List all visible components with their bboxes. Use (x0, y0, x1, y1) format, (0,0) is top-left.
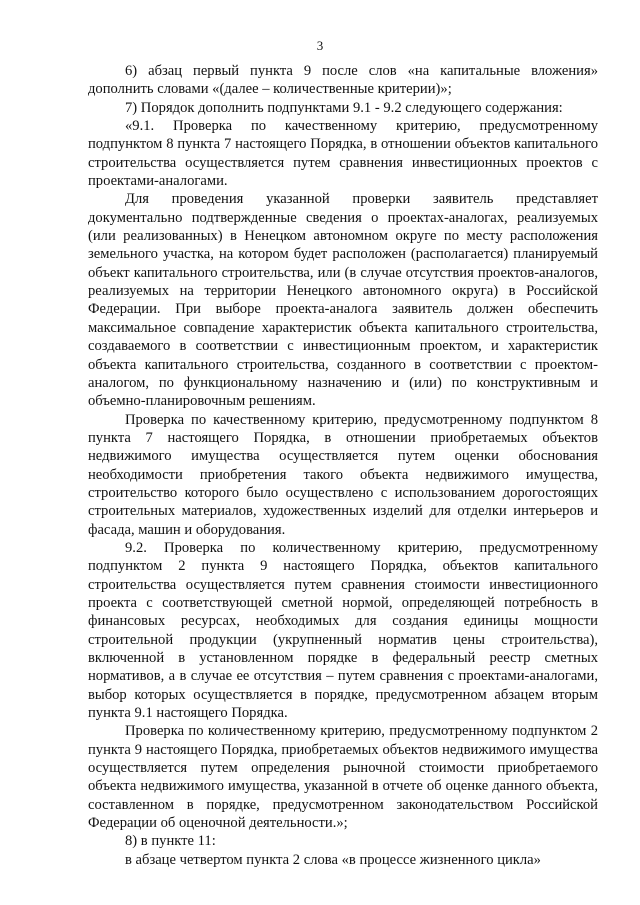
page-number: 3 (316, 38, 324, 53)
document-body (88, 62, 598, 869)
paragraph-8: 8) в пункте 11: (125, 833, 216, 850)
paragraph-quantity-check-realty: Проверка по количественному критерию, предусмотренному подпунктом 2 пункта 9 настоящего Порядка, приобретаемых объектов недвижимого имущества осуществляется путем определения рыночной стоимости приобретаемого объекта недвижимого имущества, указанной в отчете об оценке данного объекта, составленном в порядке, предусмотренном законодательством Российской Федерации об оценочной деятельности.»; (88, 723, 598, 832)
paragraph-9-2: 9.2. Проверка по количественному критерию, предусмотренному подпунктом 2 пункта 9 настоящего Порядка, объектов капитального строительства осуществляется путем сравнения стоимости инвестиционного проекта с соответствующей сметной нормой, определяющей потребность в финансовых ресурсах, необходимых для создания единицы мощности строительной продукции (укрупненный норматив цены строительства), включенной в установленном порядке в федеральный реестр сметных нормативов, а в случае ее отсутствия – путем сравнения с проектами-аналогами, выбор которых осуществляется в порядке, предусмотренном абзацем вторым пункта 9.1 настоящего Порядка. (88, 539, 598, 722)
paragraph-7: 7) Порядок дополнить подпунктами 9.1 - 9.2 следующего содержания: (125, 99, 563, 116)
paragraph-quality-check-realty: Проверка по качественному критерию, предусмотренному подпунктом 8 пункта 7 настоящего Порядка, в отношении приобретаемых объектов недвижимого имущества осуществляется путем оценки обоснования необходимости приобретения такого объекта недвижимого имущества, строительство которого было осуществлено с использованием дорогостоящих строительных материалов, художественных изделий для отделки интерьеров и фасада, машин и оборудования. (88, 411, 598, 538)
paragraph-6: 6) абзац первый пункта 9 после слов «на капитальные вложения» дополнить словами «(далее – количественные критерии)»; (88, 63, 598, 98)
paragraph-analog-projects: Для проведения указанной проверки заявитель представляет документально подтвержденные сведения о проектах-аналогах, реализуемых (или реализованных) в Ненецком автономном округе по месту расположения земельного участка, на котором будет расположен (располагается) планируемый объект капитального строительства, или (в случае отсутствия проектов-аналогов, реализуемых на территории Ненецкого автономного округа) в Российской Федерации. При выборе проекта-аналога заявитель должен обеспечить максимальное совпадение характеристик объекта капитального строительства, создаваемого в соответствии с инвестиционным проектом, и характеристик объекта капитального строительства, созданного в соответствии с проектом-аналогом, по функциональному назначению и (или) по конструктивным и объемно-планировочным решениям. (88, 191, 598, 410)
paragraph-clause-11: в абзаце четвертом пункта 2 слова «в процессе жизненного цикла» (125, 851, 541, 868)
paragraph-9-1: «9.1. Проверка по качественному критерию, предусмотренному подпунктом 8 пункта 7 настоящего Порядка, в отношении объектов капитального строительства осуществляется путем сравнения инвестиционных проектов с проектами-аналогами. (88, 118, 598, 190)
